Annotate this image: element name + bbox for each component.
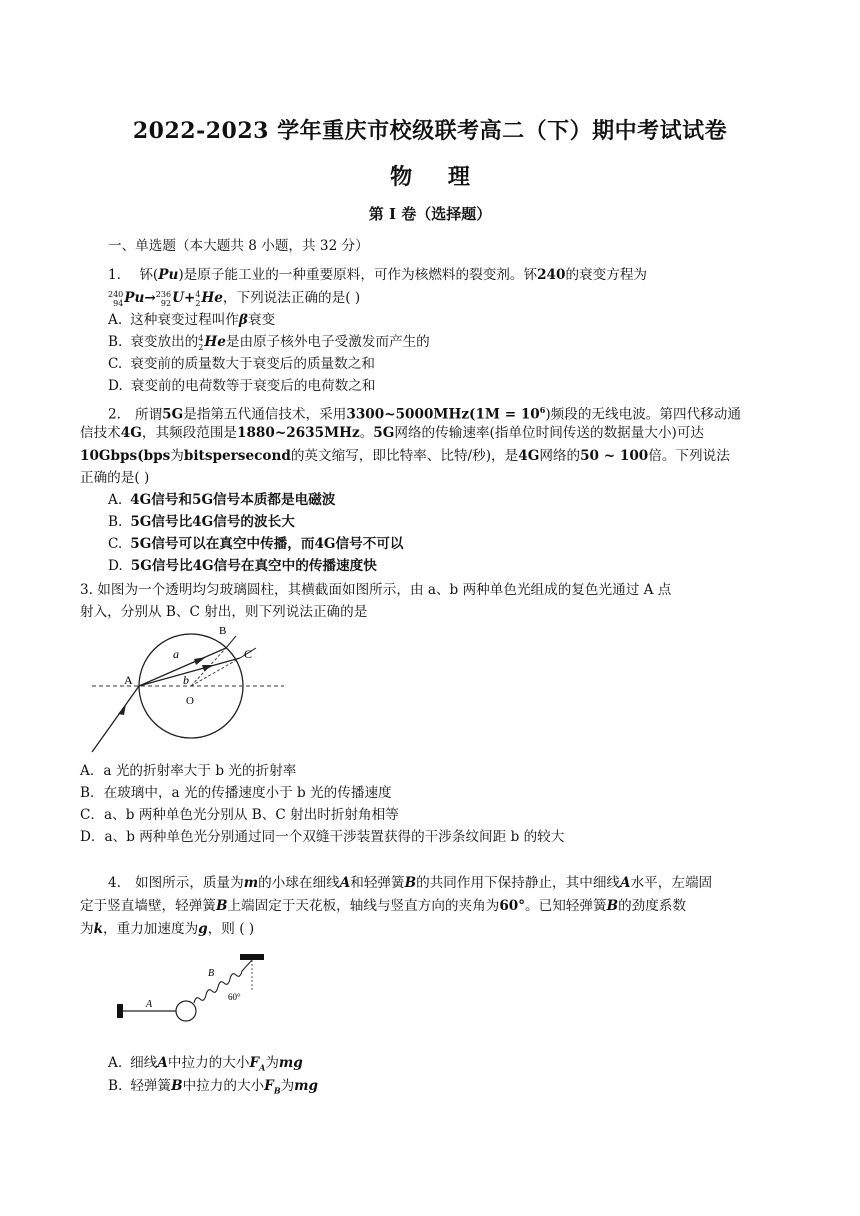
part-heading: 第 I 卷（选择题） xyxy=(368,205,492,223)
incident-arrow-icon xyxy=(118,704,126,715)
label-b: B xyxy=(208,968,215,979)
subject-title: 物 理 xyxy=(390,164,470,190)
ray-a-arrow-icon xyxy=(194,657,206,665)
ray-a-label: a xyxy=(173,647,179,661)
u-numbers: 236 92 xyxy=(155,289,172,308)
q2-stem-line2: 信技术4G，其频段范围是1880~2635MHz。5G网络的传输速率(指单位时间传送的数据量大小)可达 xyxy=(80,425,705,441)
q4-stem-line2: 定于竖直墙壁，轻弹簧B上端固定于天花板，轴线与竖直方向的夹角为60°。已知轻弹簧B的劲度系数 xyxy=(80,898,687,914)
ray-b xyxy=(139,658,240,686)
angle-label: 60° xyxy=(228,992,241,1002)
q4-figure xyxy=(112,948,272,1030)
q1-option-a: A. 这种衰变过程叫作β衰变 xyxy=(108,312,276,328)
q2-option-a: A. 4G信号和5G信号本质都是电磁波 xyxy=(108,492,336,508)
q3-stem-line1: 3. 如图为一个透明均匀玻璃圆柱，其横截面如图所示，由 a、b 两种单色光组成的复色光通过 A 点 xyxy=(80,582,672,598)
q1-option-c: C. 衰变前的质量数大于衰变后的质量数之和 xyxy=(108,356,375,372)
q2-option-d: D. 5G信号比4G信号在真空中的传播速度快 xyxy=(108,558,377,574)
q3-option-b: B．在玻璃中，a 光的传播速度小于 b 光的传播速度 xyxy=(80,785,392,801)
incident-ray xyxy=(92,686,139,752)
q4-option-b: B. 轻弹簧B中拉力的大小$F_B$为mg xyxy=(108,1078,319,1096)
ball xyxy=(176,1001,196,1021)
ray-b-arrow-icon xyxy=(202,665,214,671)
q3-stem-line2: 射入，分别从 B、C 射出，则下列说法正确的是 xyxy=(80,604,368,620)
point-b-label: B xyxy=(219,625,227,637)
q2-stem-line4: 正确的是( ) xyxy=(80,470,150,486)
q1-number: 1. xyxy=(108,267,121,283)
q3-option-c: C．a、b 两种单色光分别从 B、C 射出时折射角相等 xyxy=(80,807,399,823)
q1-stem-line1: 1. 钚(Pu)是原子能工业的一种重要原料，可作为核燃料的裂变剂。钚240的衰变方程为 xyxy=(108,267,648,283)
q2-option-b: B. 5G信号比4G信号的波长大 xyxy=(108,514,295,530)
q2-stem-line1: 2. 所谓5G是指第五代通信技术，采用3300~5000MHz(1M = $10^6$)频段的无线电波。第四代移动通 xyxy=(108,405,741,423)
q4-option-a: A. 细线A中拉力的大小$F_A$为mg xyxy=(108,1055,303,1073)
q1-stem-line2: 240 94Pu→236 92U+4 2He，下列说法正确的是( ) xyxy=(108,289,361,308)
q2-option-c: C. 5G信号可以在真空中传播，而4G信号不可以 xyxy=(108,536,404,552)
label-a: A xyxy=(146,999,153,1010)
q4-stem-line1: 4. 如图所示，质量为m的小球在细线A和轻弹簧B的共同作用下保持静止，其中细线A水平，左端固 xyxy=(108,875,713,891)
section-heading: 一、单选题（本大题共 8 小题，共 32 分） xyxy=(108,238,369,254)
ceiling-block xyxy=(240,954,264,960)
point-o-label: O xyxy=(186,695,194,707)
he-numbers: 4 2 xyxy=(195,289,201,308)
pu-numbers: 240 94 xyxy=(108,289,124,308)
spring-b xyxy=(194,960,252,1003)
q1-option-d: D. 衰变前的电荷数等于衰变后的电荷数之和 xyxy=(108,378,376,394)
exam-title: 2022-2023 学年重庆市校级联考高二（下）期中考试试卷 xyxy=(132,118,728,144)
ray-b-label: b xyxy=(183,673,189,687)
q3-option-a: A．a 光的折射率大于 b 光的折射率 xyxy=(80,763,297,779)
q2-stem-line3: 10Gbps(bps为bitspersecond的英文缩写，即比特率、比特/秒)，是4G网络的50 ~ 100倍。下列说法 xyxy=(80,448,730,464)
wall-block xyxy=(117,1004,123,1018)
point-c-label: C xyxy=(244,647,253,661)
point-a-label: A xyxy=(124,673,133,687)
q3-figure xyxy=(84,618,284,763)
q1-option-b: B. 衰变放出的4 2He是由原子核外电子受激发而产生的 xyxy=(108,333,430,352)
exit-ray-b xyxy=(226,636,236,648)
q3-option-d: D．a、b 两种单色光分别通过同一个双缝干涉装置获得的干涉条纹间距 b 的较大 xyxy=(80,829,565,845)
q4-stem-line3: 为k，重力加速度为g，则 ( ) xyxy=(80,921,255,937)
